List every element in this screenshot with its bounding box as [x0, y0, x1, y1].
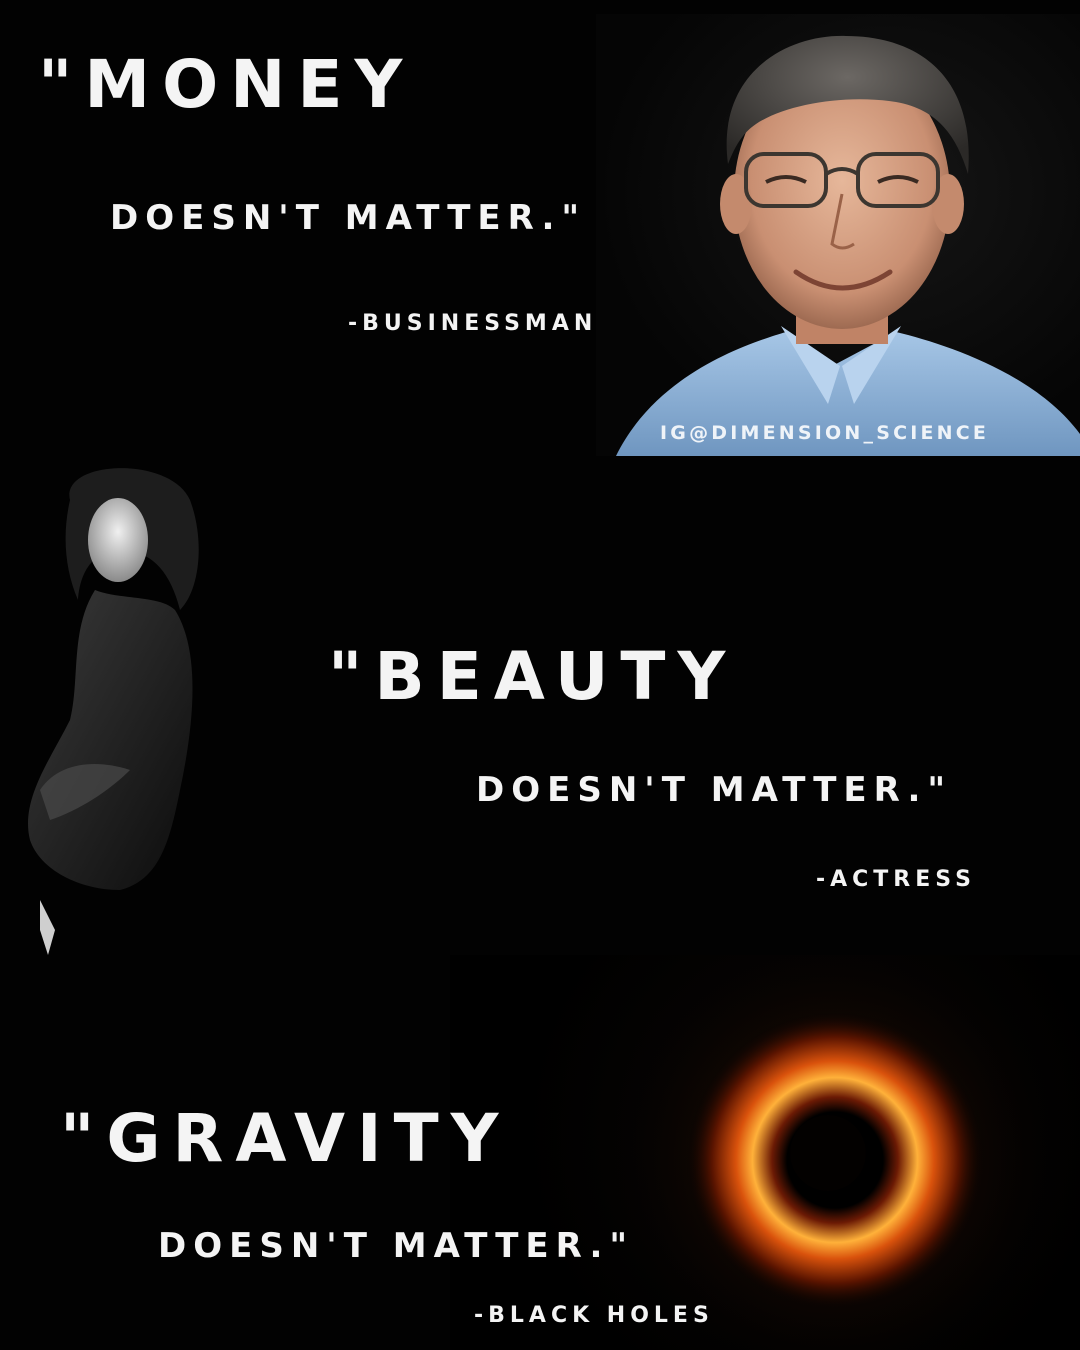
- quote-line-beauty: DOESN'T MATTER.": [476, 770, 953, 810]
- businessman-illustration: [596, 14, 1080, 456]
- actress-photo: [0, 460, 230, 960]
- watermark-text: IG@DIMENSION_SCIENCE: [660, 422, 990, 444]
- attribution-actress: -ACTRESS: [816, 867, 976, 892]
- businessman-photo: [596, 14, 1080, 456]
- quote-word-gravity: "GRAVITY: [60, 1100, 511, 1177]
- quote-line-gravity: DOESN'T MATTER.": [158, 1226, 635, 1266]
- attribution-black-holes: -BLACK HOLES: [474, 1303, 714, 1328]
- black-hole-image: [450, 955, 1080, 1350]
- actress-illustration: [0, 460, 230, 960]
- quote-word-money: "MONEY: [38, 46, 415, 123]
- attribution-businessman: -BUSINESSMAN: [348, 311, 598, 336]
- quote-word-beauty: "BEAUTY: [328, 638, 738, 715]
- black-hole-illustration: [450, 955, 1080, 1350]
- quote-line-money: DOESN'T MATTER.": [110, 198, 587, 238]
